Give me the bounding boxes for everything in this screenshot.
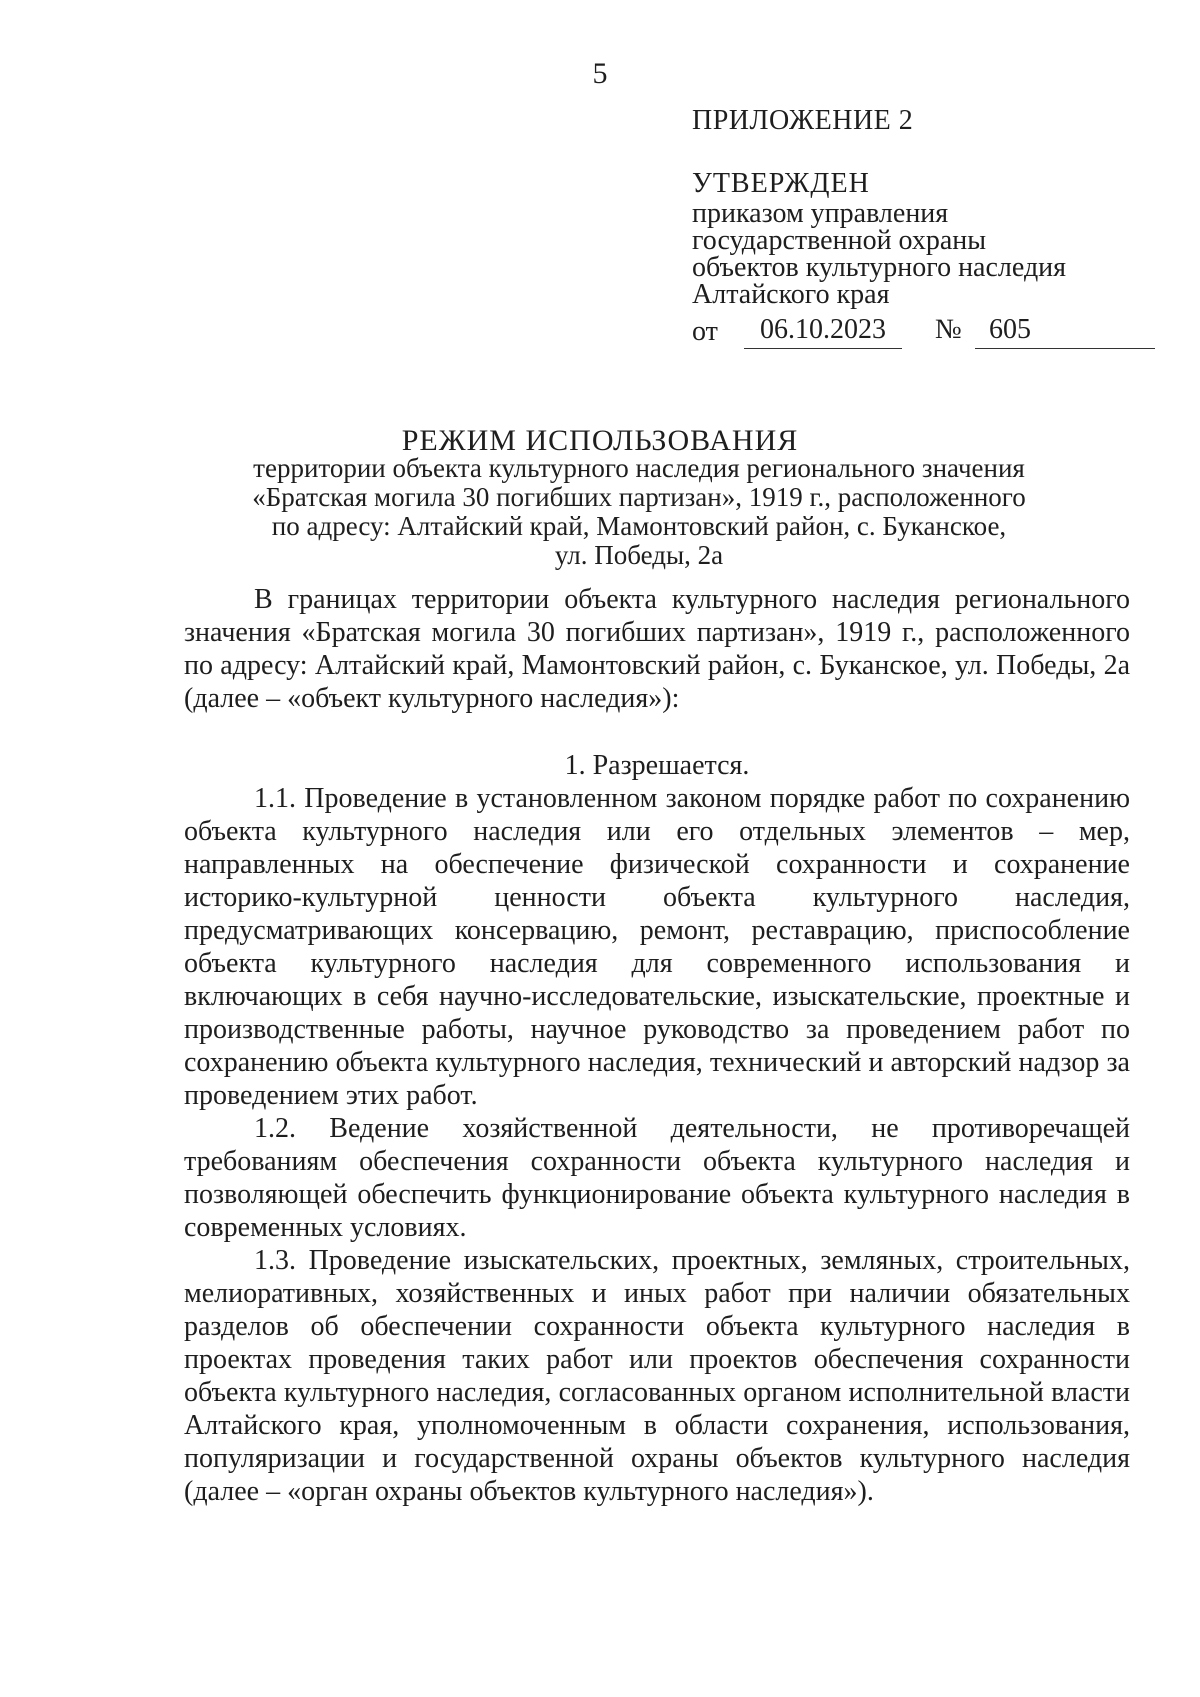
- item-paragraph: 1.2. Ведение хозяйственной деятельности, не противоречащей требованиям обеспечения сохранности объекта культурного наследия и позволяющей обеспечить функционирование объекта культурного наследия в современных условиях.: [184, 1113, 1130, 1243]
- approval-line: Алтайского края: [692, 279, 890, 310]
- approval-block: [692, 104, 1162, 352]
- approved-label: УТВЕРЖДЕН: [692, 168, 870, 199]
- subtitle-line: территории объекта культурного наследия регионального значения: [253, 453, 1025, 483]
- section-heading: 1. Разрешается.: [564, 750, 750, 781]
- order-number-label: №: [935, 314, 962, 345]
- order-from-label: от: [692, 316, 718, 347]
- approval-line: объектов культурного наследия: [692, 252, 1067, 283]
- subtitle-line: «Братская могила 30 погибших партизан», 1919 г., расположенного: [252, 482, 1026, 512]
- item-paragraph: 1.3. Проведение изыскательских, проектных, земляных, строительных, мелиоративных, хозяйственных и иных работ при наличии обязательных разделов об обеспечении сохранности объекта культурного наследия в проектах проведения таких работ или проектов обеспечения сохранности объекта культурного наследия, согласованных органом исполнительной власти Алтайского края, уполномоченным в области сохранения, использования, популяризации и государственной охраны объектов культурного наследия (далее – «орган охраны объектов культурного наследия»).: [184, 1245, 1130, 1507]
- subtitle-line: ул. Победы, 2а: [554, 540, 724, 570]
- order-date: 06.10.2023: [744, 312, 902, 349]
- document-title: РЕЖИМ ИСПОЛЬЗОВАНИЯ: [401, 424, 799, 457]
- item-paragraph: 1.1. Проведение в установленном законом порядке работ по сохранению объекта культурного наследия или его отдельных элементов – мер, направленных на обеспечение физической сохранности и сохранение историко-культурной ценности объекта культурного наследия, предусматривающих консервацию, ремонт, реставрацию, приспособление объекта культурного наследия для современного использования и включающих в себя научно-исследовательские, изыскательские, проектные и производственные работы, научное руководство за проведением работ по сохранению объекта культурного наследия, технический и авторский надзор за проведением этих работ.: [184, 783, 1130, 1111]
- subtitle-line: по адресу: Алтайский край, Мамонтовский район, с. Буканское,: [271, 511, 1007, 541]
- order-details: [692, 312, 1162, 352]
- appendix-label: ПРИЛОЖЕНИЕ 2: [692, 105, 914, 136]
- approval-line: приказом управления: [692, 198, 949, 229]
- order-number: 605: [975, 312, 1155, 349]
- page-number: 5: [592, 57, 608, 90]
- approval-line: государственной охраны: [692, 225, 987, 256]
- document-subtitle: [196, 454, 1082, 570]
- document-body: [184, 583, 1130, 1508]
- intro-paragraph: В границах территории объекта культурного наследия регионального значения «Братская могила 30 погибших партизан», 1919 г., расположенного по адресу: Алтайский край, Мамонтовский район, с. Буканское, ул. Победы, 2а (далее – «объект культурного наследия»):: [184, 584, 1130, 714]
